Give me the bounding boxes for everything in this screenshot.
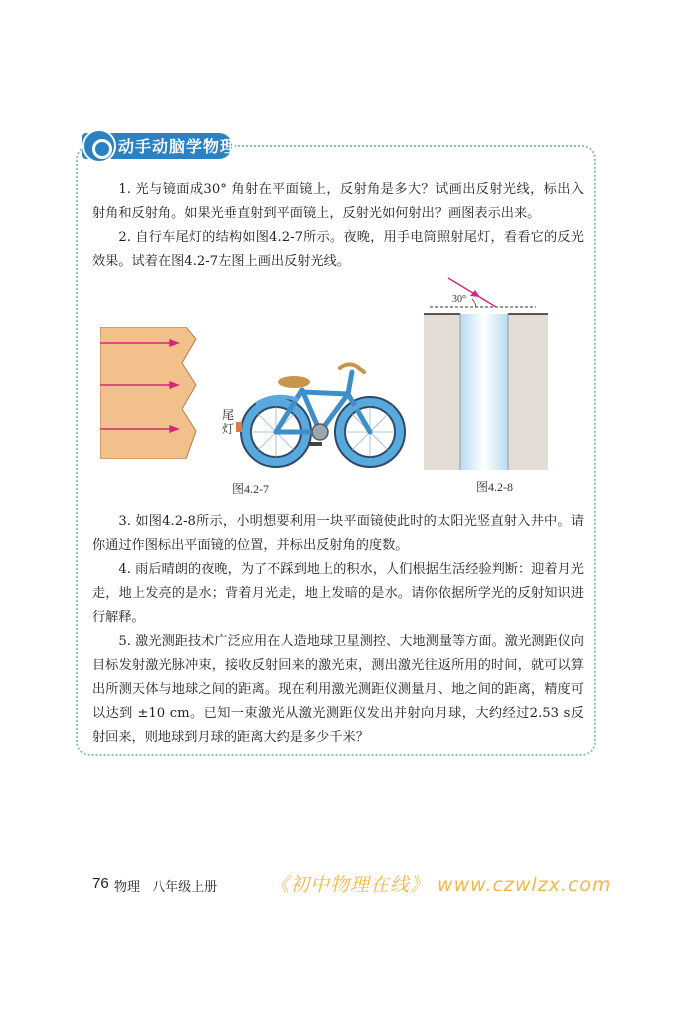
section-title: 动手动脑学物理 [118,137,238,156]
book-grade: 八年级上册 [152,880,218,895]
well-figure [420,274,550,470]
question-3: 3. 如图4.2-8所示，小明想要利用一块平面镜使此时的太阳光竖直射入井中。请你通过作图标出平面镜的位置，并标出反射角的度数。 [92,514,584,553]
page-number: 76 [92,875,109,892]
question-2: 2. 自行车尾灯的结构如图4.2-7所示。夜晚，用手电筒照射尾灯，看看它的反光效果。试着在图4.2-7左图上画出反射光线。 [92,230,584,269]
question-4: 4. 雨后晴朗的夜晚，为了不踩到地上的积水，人们根据生活经验判断：迎着月光走，地上发亮的是水；背着月光走，地上发暗的是水。请你依据所学光的反射知识进行解释。 [92,562,584,625]
tail-light-reflector-figure [100,327,212,459]
tail-light-label: 尾灯 [222,408,235,436]
book-subject: 物理 [114,880,141,895]
bicycle-illustration [236,350,408,468]
book-info [110,876,217,895]
question-1: 1. 光与镜面成30° 角射在平面镜上，反射角是多大？试画出反射光线，标出入射角和反射角。如果光垂直射到平面镜上，反射光如何射出？画图表示出来。 [92,182,584,221]
angle-label: 30° [452,294,466,305]
figure-4-2-7-caption: 图4.2-7 [232,482,269,496]
figure-4-2-8-caption: 图4.2-8 [476,480,513,494]
section-icon [82,129,116,163]
watermark-text: 《初中物理在线》 www.czwlzx.com [270,874,612,896]
question-5: 5. 激光测距技术广泛应用在人造地球卫星测控、大地测量等方面。激光测距仪向目标发射激光脉冲束，接收反射回来的激光束，测出激光往返所用的时间，就可以算出所测天体与地球之间的距离。现在利用激光测距仪测量月、地之间的距离，精度可以达到 ±10 cm。已知一束激光从激光测距仪发出并射向月球，大约经过2.53 s反射回来，则地球到月球的距离大约是多少千米？ [92,634,584,745]
